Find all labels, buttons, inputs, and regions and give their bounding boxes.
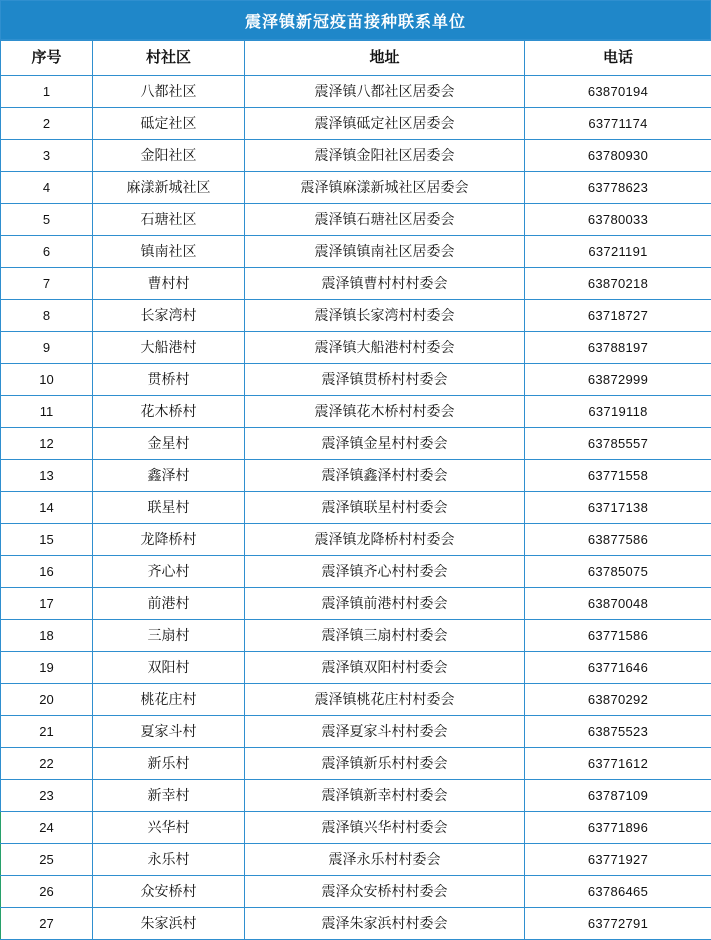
cell-address: 震泽镇鑫泽村村委会	[245, 460, 525, 492]
cell-address: 震泽众安桥村村委会	[245, 876, 525, 908]
cell-address: 震泽镇长家湾村村委会	[245, 300, 525, 332]
cell-address: 震泽镇镇南社区居委会	[245, 236, 525, 268]
cell-index: 6	[1, 236, 93, 268]
table-row	[1, 780, 711, 812]
cell-phone: 63778623	[525, 172, 711, 204]
cell-index: 2	[1, 108, 93, 140]
table-row	[1, 492, 711, 524]
cell-index: 3	[1, 140, 93, 172]
cell-phone: 63771646	[525, 652, 711, 684]
table-row	[1, 812, 711, 844]
cell-address: 震泽镇八都社区居委会	[245, 76, 525, 108]
cell-village: 砥定社区	[93, 108, 245, 140]
table-header	[1, 41, 711, 76]
cell-address: 震泽镇砥定社区居委会	[245, 108, 525, 140]
table-row	[1, 684, 711, 716]
cell-phone: 63771558	[525, 460, 711, 492]
cell-index: 11	[1, 396, 93, 428]
cell-phone: 63788197	[525, 332, 711, 364]
cell-phone: 63771586	[525, 620, 711, 652]
cell-index: 8	[1, 300, 93, 332]
table-row	[1, 268, 711, 300]
cell-phone: 63877586	[525, 524, 711, 556]
cell-address: 震泽镇石瑭社区居委会	[245, 204, 525, 236]
cell-village: 金阳社区	[93, 140, 245, 172]
cell-index: 9	[1, 332, 93, 364]
cell-village: 石瑭社区	[93, 204, 245, 236]
cell-village: 八都社区	[93, 76, 245, 108]
cell-index: 18	[1, 620, 93, 652]
cell-village: 三扇村	[93, 620, 245, 652]
cell-village: 朱家浜村	[93, 908, 245, 940]
cell-village: 长家湾村	[93, 300, 245, 332]
cell-index: 26	[1, 876, 93, 908]
table-row	[1, 844, 711, 876]
column-header-village: 村社区	[93, 41, 245, 76]
table-row	[1, 652, 711, 684]
cell-index: 21	[1, 716, 93, 748]
cell-index: 15	[1, 524, 93, 556]
cell-village: 夏家斗村	[93, 716, 245, 748]
table-body	[1, 76, 711, 940]
cell-village: 镇南社区	[93, 236, 245, 268]
cell-phone: 63785075	[525, 556, 711, 588]
cell-village: 联星村	[93, 492, 245, 524]
cell-index: 10	[1, 364, 93, 396]
cell-address: 震泽镇前港村村委会	[245, 588, 525, 620]
cell-village: 双阳村	[93, 652, 245, 684]
table-row	[1, 748, 711, 780]
cell-index: 24	[1, 812, 93, 844]
cell-phone: 63870292	[525, 684, 711, 716]
cell-phone: 63870048	[525, 588, 711, 620]
cell-index: 1	[1, 76, 93, 108]
cell-phone: 63787109	[525, 780, 711, 812]
cell-phone: 63780930	[525, 140, 711, 172]
cell-phone: 63786465	[525, 876, 711, 908]
table-row	[1, 236, 711, 268]
table-row	[1, 396, 711, 428]
cell-phone: 63780033	[525, 204, 711, 236]
cell-phone: 63718727	[525, 300, 711, 332]
cell-address: 震泽镇贯桥村村委会	[245, 364, 525, 396]
cell-village: 永乐村	[93, 844, 245, 876]
cell-address: 震泽镇金星村村委会	[245, 428, 525, 460]
column-header-address: 地址	[245, 41, 525, 76]
cell-village: 花木桥村	[93, 396, 245, 428]
cell-village: 麻漾新城社区	[93, 172, 245, 204]
cell-address: 震泽朱家浜村村委会	[245, 908, 525, 940]
cell-address: 震泽镇齐心村村委会	[245, 556, 525, 588]
table-header-row	[1, 41, 711, 76]
table-row	[1, 556, 711, 588]
cell-address: 震泽镇新乐村村委会	[245, 748, 525, 780]
cell-village: 众安桥村	[93, 876, 245, 908]
cell-index: 22	[1, 748, 93, 780]
cell-address: 震泽镇大船港村村委会	[245, 332, 525, 364]
cell-index: 5	[1, 204, 93, 236]
table-row	[1, 588, 711, 620]
table-row	[1, 204, 711, 236]
cell-address: 震泽镇曹村村村委会	[245, 268, 525, 300]
table-row	[1, 332, 711, 364]
cell-index: 19	[1, 652, 93, 684]
cell-address: 震泽镇兴华村村委会	[245, 812, 525, 844]
cell-village: 龙降桥村	[93, 524, 245, 556]
cell-address: 震泽镇金阳社区居委会	[245, 140, 525, 172]
cell-index: 4	[1, 172, 93, 204]
column-header-phone: 电话	[525, 41, 711, 76]
table-row	[1, 364, 711, 396]
cell-address: 震泽镇龙降桥村村委会	[245, 524, 525, 556]
cell-phone: 63717138	[525, 492, 711, 524]
table-row	[1, 76, 711, 108]
cell-phone: 63870218	[525, 268, 711, 300]
cell-village: 贯桥村	[93, 364, 245, 396]
cell-phone: 63771896	[525, 812, 711, 844]
table-row	[1, 876, 711, 908]
cell-village: 大船港村	[93, 332, 245, 364]
table-row	[1, 172, 711, 204]
cell-index: 27	[1, 908, 93, 940]
column-header-index: 序号	[1, 41, 93, 76]
table-row	[1, 716, 711, 748]
cell-village: 齐心村	[93, 556, 245, 588]
cell-address: 震泽镇三扇村村委会	[245, 620, 525, 652]
cell-index: 20	[1, 684, 93, 716]
cell-phone: 63721191	[525, 236, 711, 268]
table-row	[1, 108, 711, 140]
table-row	[1, 460, 711, 492]
cell-village: 金星村	[93, 428, 245, 460]
cell-index: 25	[1, 844, 93, 876]
cell-village: 新幸村	[93, 780, 245, 812]
cell-address: 震泽镇联星村村委会	[245, 492, 525, 524]
cell-index: 7	[1, 268, 93, 300]
cell-index: 14	[1, 492, 93, 524]
table-row	[1, 300, 711, 332]
cell-village: 新乐村	[93, 748, 245, 780]
cell-village: 前港村	[93, 588, 245, 620]
table-row	[1, 908, 711, 940]
cell-address: 震泽镇双阳村村委会	[245, 652, 525, 684]
cell-address: 震泽永乐村村委会	[245, 844, 525, 876]
cell-address: 震泽镇花木桥村村委会	[245, 396, 525, 428]
cell-phone: 63872999	[525, 364, 711, 396]
document-title	[0, 0, 711, 40]
cell-index: 12	[1, 428, 93, 460]
cell-phone: 63771174	[525, 108, 711, 140]
vaccination-contact-table	[0, 40, 711, 940]
cell-index: 17	[1, 588, 93, 620]
table-row	[1, 140, 711, 172]
cell-village: 曹村村	[93, 268, 245, 300]
cell-phone: 63771927	[525, 844, 711, 876]
cell-phone: 63875523	[525, 716, 711, 748]
cell-index: 16	[1, 556, 93, 588]
cell-village: 鑫泽村	[93, 460, 245, 492]
cell-index: 13	[1, 460, 93, 492]
cell-village: 桃花庄村	[93, 684, 245, 716]
cell-address: 震泽镇新幸村村委会	[245, 780, 525, 812]
cell-phone: 63870194	[525, 76, 711, 108]
cell-address: 震泽夏家斗村村委会	[245, 716, 525, 748]
cell-phone: 63785557	[525, 428, 711, 460]
cell-phone: 63719118	[525, 396, 711, 428]
table-row	[1, 620, 711, 652]
cell-index: 23	[1, 780, 93, 812]
table-row	[1, 428, 711, 460]
table-row	[1, 524, 711, 556]
cell-phone: 63771612	[525, 748, 711, 780]
cell-address: 震泽镇桃花庄村村委会	[245, 684, 525, 716]
cell-address: 震泽镇麻漾新城社区居委会	[245, 172, 525, 204]
document-title-text: 震泽镇新冠疫苗接种联系单位	[245, 9, 466, 32]
cell-phone: 63772791	[525, 908, 711, 940]
cell-village: 兴华村	[93, 812, 245, 844]
